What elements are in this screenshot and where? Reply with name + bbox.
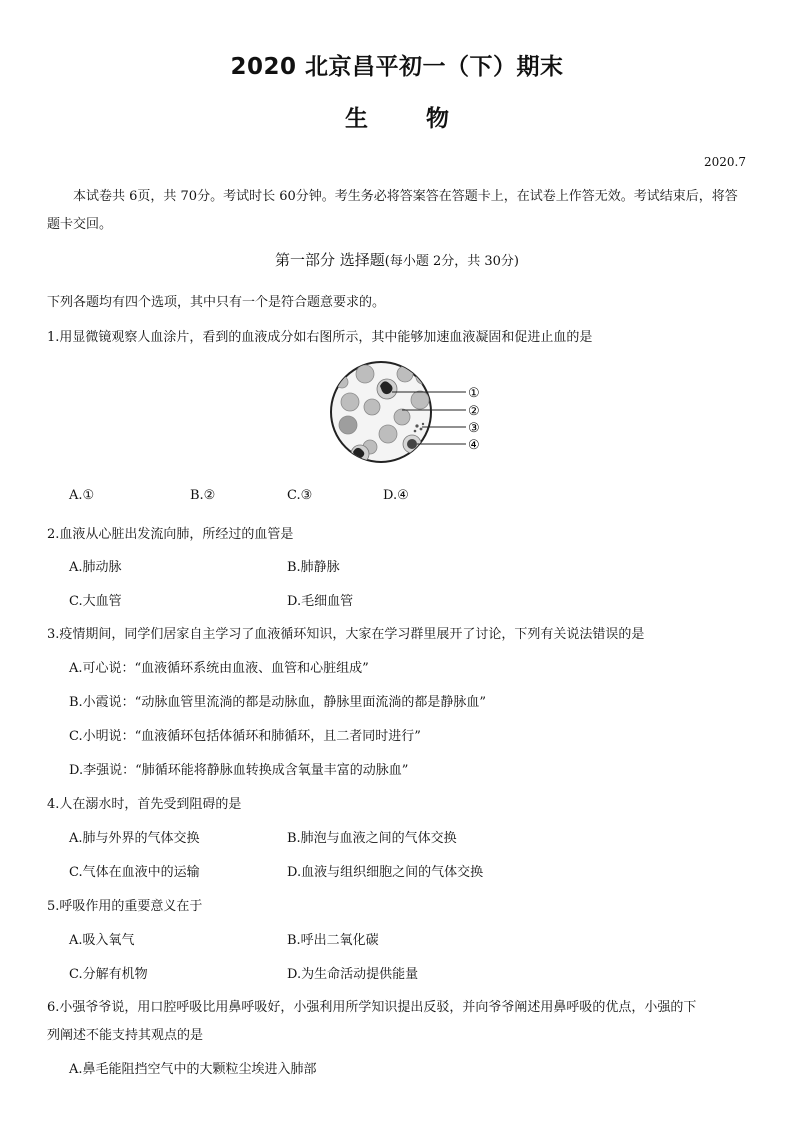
q5-option-b: B.呼出二氧化碳 — [287, 933, 379, 948]
q1-option-d: D.④ — [383, 488, 409, 503]
q2-option-a: A.肺动脉 — [69, 560, 122, 575]
q3-option-a: A.可心说：“血液循环系统由血液、血管和心脏组成” — [69, 661, 369, 676]
q5-option-a: A.吸入氧气 — [69, 933, 135, 948]
question-4-stem: 4.人在溺水时，首先受到阻碍的是 — [47, 797, 242, 812]
q2-option-d: D.毛细血管 — [287, 594, 354, 609]
instruction: 下列各题均有四个选项，其中只有一个是符合题意要求的。 — [47, 295, 386, 310]
exam-date: 2020.7 — [704, 155, 746, 169]
figure-label-2: ② — [468, 404, 480, 419]
q2-option-c: C.大血管 — [69, 594, 122, 609]
white-blood-cell-top — [377, 379, 397, 399]
q4-option-d: D.血液与组织细胞之间的气体交换 — [287, 865, 484, 880]
q1-option-c: C.③ — [287, 488, 313, 503]
q5-option-d: D.为生命活动提供能量 — [287, 967, 419, 982]
q1-option-a: A.① — [69, 488, 95, 503]
q3-option-d: D.李强说：“肺循环能将静脉血转换成含氧量丰富的动脉血” — [69, 763, 409, 778]
q3-option-c: C.小明说：“血液循环包括体循环和肺循环，且二者同时进行” — [69, 729, 421, 744]
figure-label-3: ③ — [468, 421, 480, 436]
question-6-stem-line-1: 6.小强爷爷说，用口腔呼吸比用鼻呼吸好，小强利用所学知识提出反驳，并向爷爷阐述用鼻呼吸的优点，小强的下 — [47, 1000, 697, 1015]
q4-option-a: A.肺与外界的气体交换 — [69, 831, 200, 846]
blood-smear-figure — [320, 352, 490, 472]
exam-intro: 本试卷共 6页，共 70分。考试时长 60分钟。考生务必将答案答在答题卡上，在试卷上作答无效。考试结束后，将答题卡交回。 — [47, 189, 738, 232]
q1-option-b: B.② — [190, 488, 216, 503]
q3-option-b: B.小霞说：“动脉血管里流淌的都是动脉血，静脉里面流淌的都是静脉血” — [69, 695, 486, 710]
section-note: (每小题 2分，共 30分) — [384, 254, 519, 269]
question-1-stem: 1.用显微镜观察人血涂片，看到的血液成分如右图所示，其中能够加速血液凝固和促进止血的是 — [47, 330, 593, 345]
figure-label-1: ① — [468, 386, 480, 401]
figure-label-4: ④ — [468, 438, 480, 453]
q6-option-a: A.鼻毛能阻挡空气中的大颗粒尘埃进入肺部 — [69, 1062, 317, 1077]
q2-option-b: B.肺静脉 — [287, 560, 340, 575]
question-5-stem: 5.呼吸作用的重要意义在于 — [47, 899, 203, 914]
q5-option-c: C.分解有机物 — [69, 967, 148, 982]
q4-option-b: B.肺泡与血液之间的气体交换 — [287, 831, 457, 846]
section-title: 第一部分 选择题 — [274, 251, 385, 269]
exam-subject: 生 物 — [344, 106, 449, 132]
exam-title: 2020 北京昌平初一（下）期末 — [230, 54, 564, 80]
q4-option-c: C.气体在血液中的运输 — [69, 865, 200, 880]
section-heading — [0, 249, 794, 270]
question-6-stem-line-2: 列阐述不能支持其观点的是 — [47, 1028, 204, 1043]
question-2-stem: 2.血液从心脏出发流向肺，所经过的血管是 — [47, 527, 294, 542]
blood-smear-view — [331, 362, 431, 463]
question-3-stem: 3.疫情期间，同学们居家自主学习了血液循环知识，大家在学习群里展开了讨论，下列有关说法错误的是 — [47, 627, 645, 642]
